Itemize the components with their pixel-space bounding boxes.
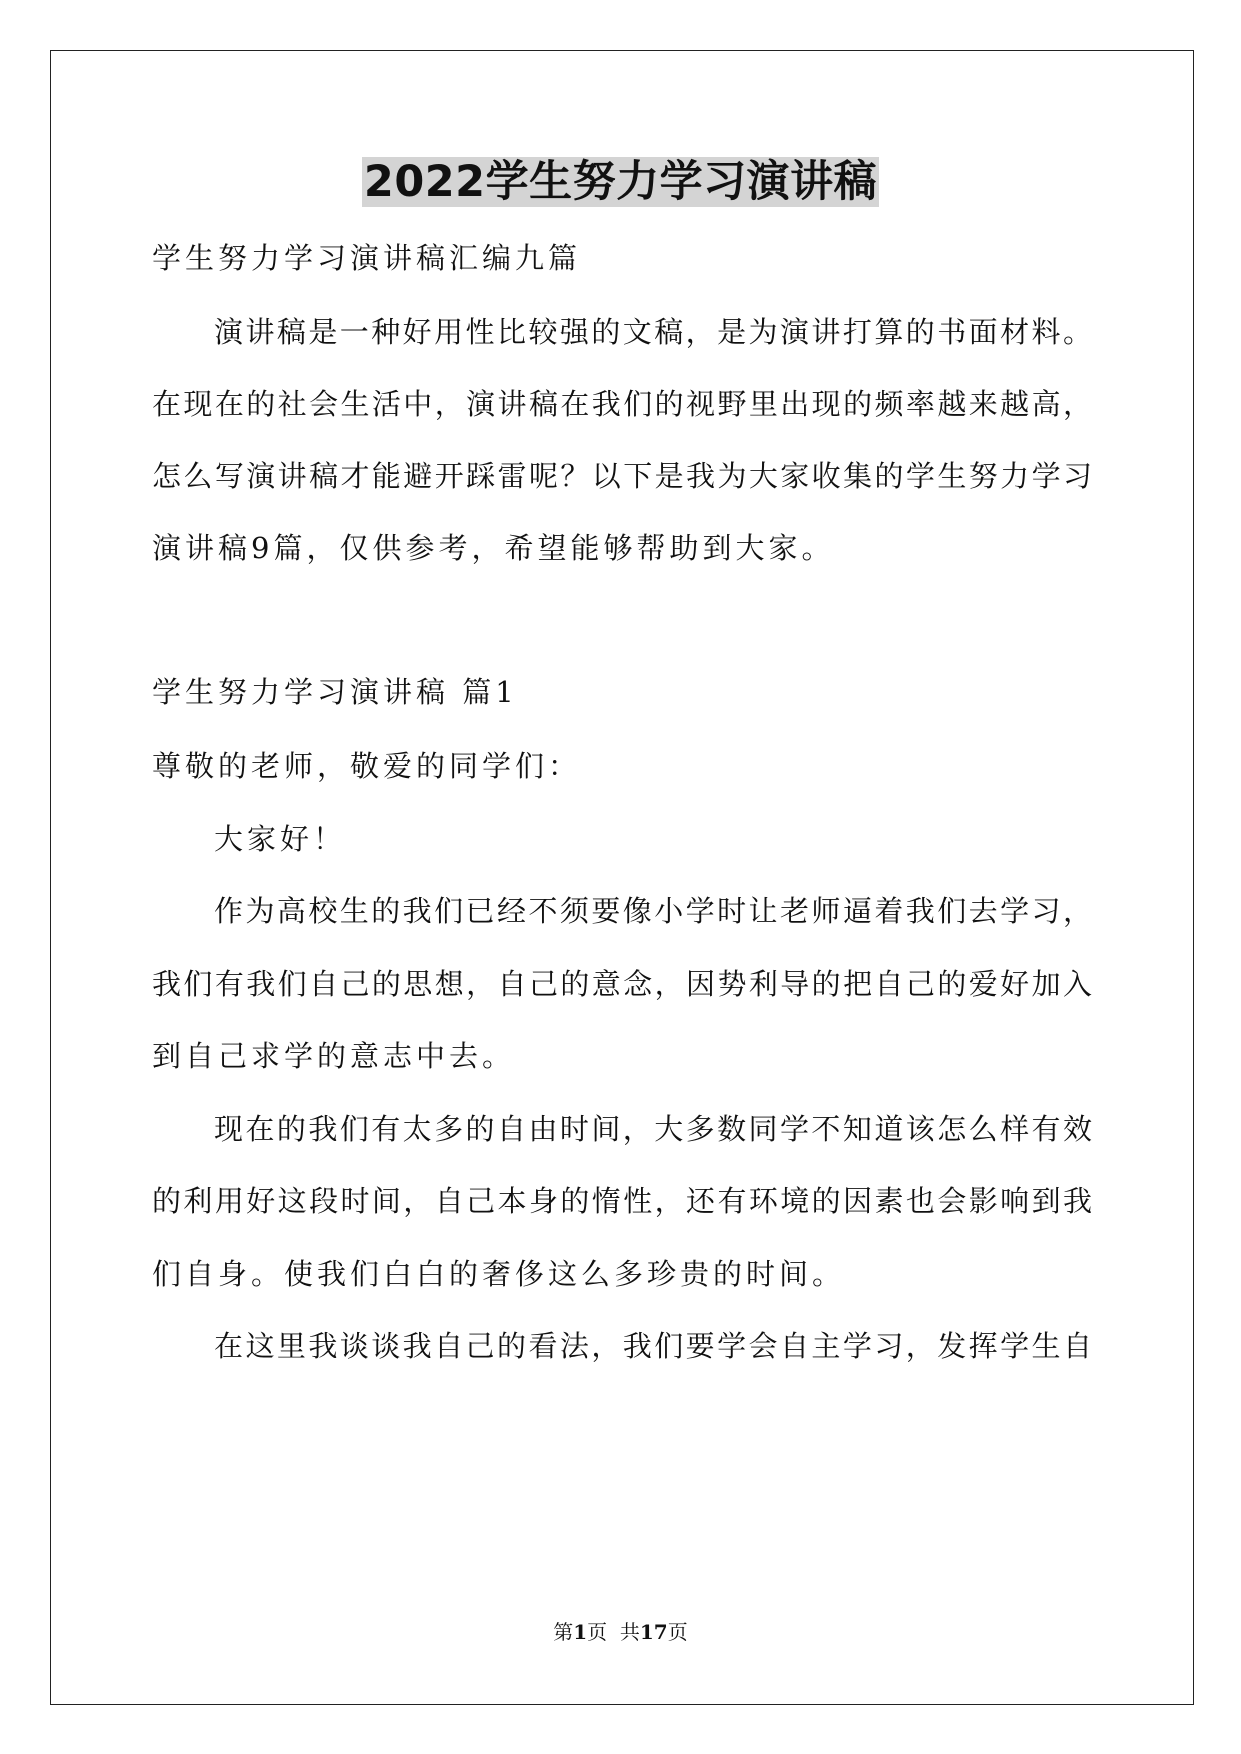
document-subtitle: 学生努力学习演讲稿汇编九篇: [152, 241, 582, 275]
section-heading: 学生努力学习演讲稿 篇1: [152, 675, 518, 709]
footer-page-suffix: 页: [667, 1620, 688, 1644]
intro-line-1: 演讲稿是一种好用性比较强的文稿，是为演讲打算的书面材料。: [214, 315, 1092, 349]
page-footer: [0, 1618, 1241, 1646]
para2-line-2: 的利用好这段时间，自己本身的惰性，还有环境的因素也会影响到我: [152, 1184, 1092, 1218]
footer-page-current: 1: [573, 1620, 588, 1644]
footer-page-prefix: 第: [553, 1620, 574, 1644]
para1-line-1: 作为高校生的我们已经不须要像小学时让老师逼着我们去学习，: [214, 894, 1092, 928]
page-border: [50, 50, 1194, 1705]
intro-line-4: 演讲稿9篇，仅供参考，希望能够帮助到大家。: [152, 531, 835, 565]
intro-line-3: 怎么写演讲稿才能避开踩雷呢？以下是我为大家收集的学生努力学习: [152, 459, 1092, 493]
document-title-text: 2022学生努力学习演讲稿: [363, 157, 878, 207]
salutation: 尊敬的老师，敬爱的同学们：: [152, 749, 582, 783]
intro-line-2: 在现在的社会生活中，演讲稿在我们的视野里出现的频率越来越高，: [152, 387, 1092, 421]
footer-page-total: 17: [639, 1620, 668, 1644]
greeting: 大家好！: [214, 822, 347, 856]
para1-line-3: 到自己求学的意志中去。: [152, 1039, 516, 1073]
para3-line-1: 在这里我谈谈我自己的看法，我们要学会自主学习，发挥学生自: [214, 1329, 1092, 1363]
para2-line-1: 现在的我们有太多的自由时间，大多数同学不知道该怎么样有效: [214, 1112, 1092, 1146]
document-title: [0, 150, 1241, 214]
para1-line-2: 我们有我们自己的思想，自己的意念，因势利导的把自己的爱好加入: [152, 967, 1092, 1001]
footer-page-mid: 页 共: [587, 1620, 640, 1644]
para2-line-3: 们自身。使我们白白的奢侈这么多珍贵的时间。: [152, 1257, 846, 1291]
